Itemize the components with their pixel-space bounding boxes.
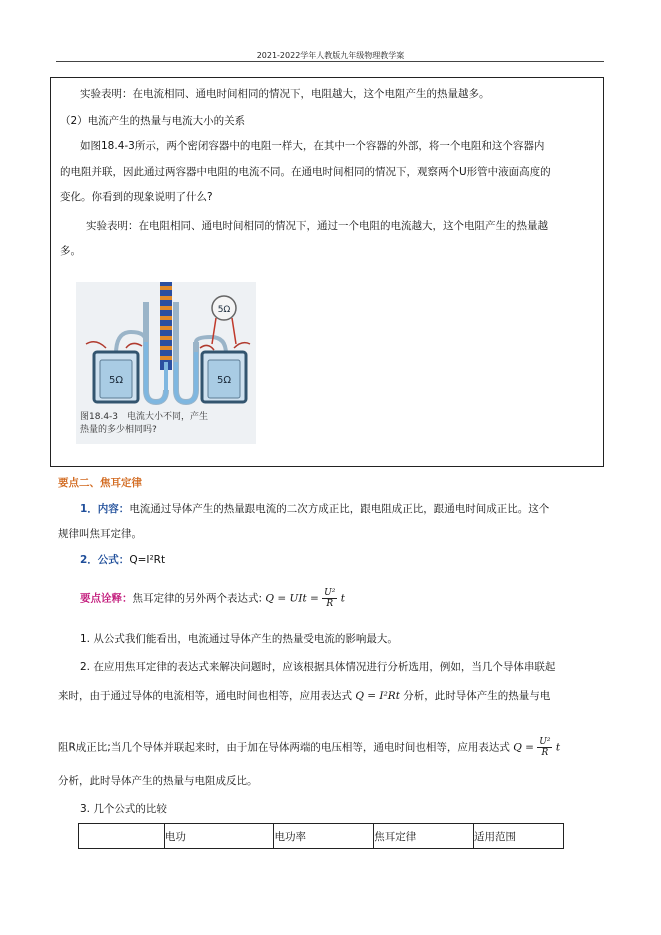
- key-note-label: 要点诠释：: [80, 592, 133, 605]
- paragraph-2-line-2b: 分析，此时导体产生的热量与电: [403, 690, 551, 702]
- outer-resistor-label: 5Ω: [217, 305, 231, 315]
- paragraph-2-line-3a: 阻R成正比;当几个导体并联起来时，由于加在导体两端的电压相等，通电时间也相等，应用表达式: [58, 741, 510, 754]
- fraction-denominator: R: [326, 599, 334, 609]
- table-header-cell: [79, 824, 165, 849]
- fraction-numerator: U²: [324, 588, 336, 598]
- description-line-1: 如图18.4-3所示，两个密闭容器中的电阻一样大，在其中一个容器的外部，将一个电阻和这个容器内: [80, 140, 545, 152]
- description-line-3: 变化。你看到的现象说明了什么?: [60, 191, 213, 203]
- key-note: [80, 588, 345, 609]
- parallel-formula-prefix: Q =: [513, 741, 534, 754]
- key-note-formula-suffix: t: [340, 592, 345, 605]
- table-header-cell: 适用范围: [474, 824, 564, 849]
- key-note-formula-prefix: Q = UIt =: [265, 592, 319, 605]
- key-note-formula-fraction: [322, 588, 337, 609]
- right-resistor-label: 5Ω: [216, 375, 232, 386]
- table-header-cell: 电功率: [274, 824, 374, 849]
- table-header-cell: 电功: [164, 824, 274, 849]
- series-formula: Q = I²Rt: [355, 690, 400, 702]
- content-item-2-label: 2．公式：: [80, 554, 130, 566]
- paragraph-2-line-3: [58, 737, 560, 758]
- figure-caption-line-2: 热量的多少相同吗?: [80, 425, 157, 435]
- left-resistor-label: 5Ω: [108, 375, 124, 386]
- subheading-2: （2）电流产生的热量与电流大小的关系: [60, 115, 246, 127]
- page-header-title: 2021-2022学年人教版九年级物理教学案: [256, 51, 405, 60]
- joule-formula: Q=I²Rt: [129, 554, 166, 566]
- conclusion-1-text: 在电流相同、通电时间相同的情况下，电阻越大，这个电阻产生的热量越多。: [132, 88, 490, 100]
- paragraph-1: 1. 从公式我们能看出，电流通过导体产生的热量受电流的影响最大。: [80, 633, 398, 645]
- paragraph-2-line-4: 分析，此时导体产生的热量与电阻成反比。: [58, 775, 258, 787]
- content-item-1-label: 1．内容：: [80, 503, 130, 515]
- paragraph-2-line-1: 2. 在应用焦耳定律的表达式来解决问题时，应该根据具体情况进行分析选用，例如，当几个导体串联起: [80, 661, 556, 673]
- parallel-numerator: U²: [539, 737, 551, 747]
- figure-caption-line-1: 图18.4-3 电流大小不同，产生: [80, 412, 209, 422]
- key-note-text: 焦耳定律的另外两个表达式:: [132, 592, 263, 605]
- table-header-row: [79, 824, 564, 849]
- content-item-1-continued: 规律叫焦耳定律。: [58, 528, 142, 540]
- paragraph-2-line-2a: 来时，由于通过导体的电流相等，通电时间也相等，应用表达式: [58, 690, 352, 702]
- content-item-1-text: 电流通过导体产生的热量跟电流的二次方成正比，跟电阻成正比，跟通电时间成正比。这个: [129, 503, 550, 515]
- table-header-cell: 焦耳定律: [374, 824, 474, 849]
- content-item-1: [80, 502, 549, 516]
- conclusion-1-label: 实验表明：: [80, 88, 133, 100]
- conclusion-2-line-1: 实验表明：在电阻相同、通电时间相同的情况下，通过一个电阻的电流越大，这个电阻产生的热量越: [86, 220, 548, 232]
- header-divider: [56, 61, 604, 62]
- paragraph-2-line-2: [58, 689, 550, 703]
- parallel-formula-fraction: [537, 737, 552, 758]
- content-item-2: [80, 553, 165, 567]
- parallel-formula-suffix: t: [555, 741, 561, 754]
- conclusion-1: [80, 87, 490, 101]
- conclusion-2-line-2: 多。: [60, 245, 81, 257]
- parallel-denominator: R: [541, 748, 549, 758]
- description-line-2: 的电阻并联，因此通过两容器中电阻的电流不同。在通电时间相同的情况下，观察两个U形管中液面高度的: [60, 166, 551, 178]
- formula-comparison-table: [78, 823, 564, 849]
- section-heading-joule-law: 要点二、焦耳定律: [58, 477, 142, 489]
- paragraph-3: 3. 几个公式的比较: [80, 803, 167, 815]
